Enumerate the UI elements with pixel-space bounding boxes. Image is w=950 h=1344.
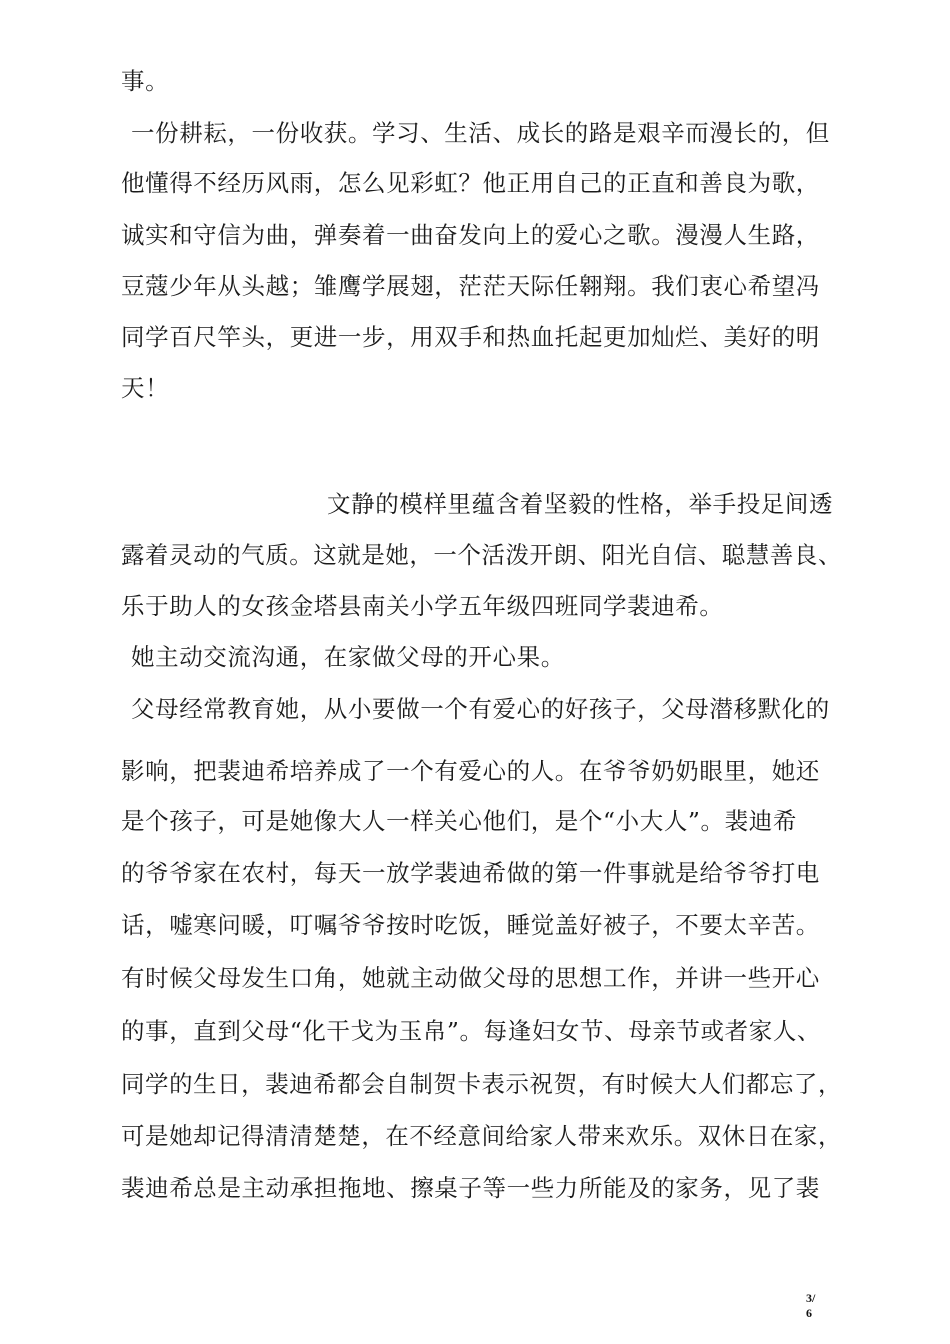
text-line: 他懂得不经历风雨，怎么见彩虹？他正用自己的正直和善良为歌， <box>121 169 820 197</box>
text-line: 的爷爷家在农村，每天一放学裴迪希做的第一件事就是给爷爷打电 <box>121 859 820 887</box>
text-line: 豆蔻少年从头越；雏鹰学展翅，茫茫天际任翱翔。我们衷心希望冯 <box>121 272 820 300</box>
text-line: 是个孩子，可是她像大人一样关心他们，是个“小大人”。裴迪希 <box>121 807 797 835</box>
text-line: 的事，直到父母“化干戈为玉帛”。每逢妇女节、母亲节或者家人、 <box>121 1017 822 1045</box>
text-line: 她主动交流沟通，在家做父母的开心果。 <box>131 643 565 671</box>
text-line: 一份耕耘，一份收获。学习、生活、成长的路是艰辛而漫长的，但 <box>131 119 830 147</box>
text-line: 可是她却记得清清楚楚，在不经意间给家人带来欢乐。双休日在家， <box>121 1122 842 1150</box>
text-line: 影响，把裴迪希培养成了一个有爱心的人。在爷爷奶奶眼里，她还 <box>121 757 820 785</box>
text-line: 露着灵动的气质。这就是她，一个活泼开朗、阳光自信、聪慧善良、 <box>121 541 842 569</box>
text-line: 文静的模样里蕴含着坚毅的性格，举手投足间透 <box>327 490 834 518</box>
page-number-total: 6 <box>806 1306 812 1320</box>
text-line: 话，嘘寒问暖，叮嘱爷爷按时吃饭，睡觉盖好被子，不要太辛苦。 <box>121 911 820 939</box>
text-line: 父母经常教育她，从小要做一个有爱心的好孩子，父母潜移默化的 <box>131 695 830 723</box>
text-line: 乐于助人的女孩金塔县南关小学五年级四班同学裴迪希。 <box>121 592 724 620</box>
text-line: 有时候父母发生口角，她就主动做父母的思想工作，并讲一些开心 <box>121 964 820 992</box>
text-line: 事。 <box>121 67 170 95</box>
page-number <box>806 1291 815 1321</box>
text-line: 天！ <box>121 374 170 402</box>
text-line: 诚实和守信为曲，弹奏着一曲奋发向上的爱心之歌。漫漫人生路， <box>121 221 820 249</box>
text-line: 裴迪希总是主动承担拖地、擦桌子等一些力所能及的家务，见了裴 <box>121 1174 820 1202</box>
text-line: 同学的生日，裴迪希都会自制贺卡表示祝贺，有时候大人们都忘了， <box>121 1070 842 1098</box>
text-line: 同学百尺竿头，更进一步，用双手和热血托起更加灿烂、美好的明 <box>121 323 820 351</box>
page-number-current: 3/ <box>806 1291 816 1305</box>
